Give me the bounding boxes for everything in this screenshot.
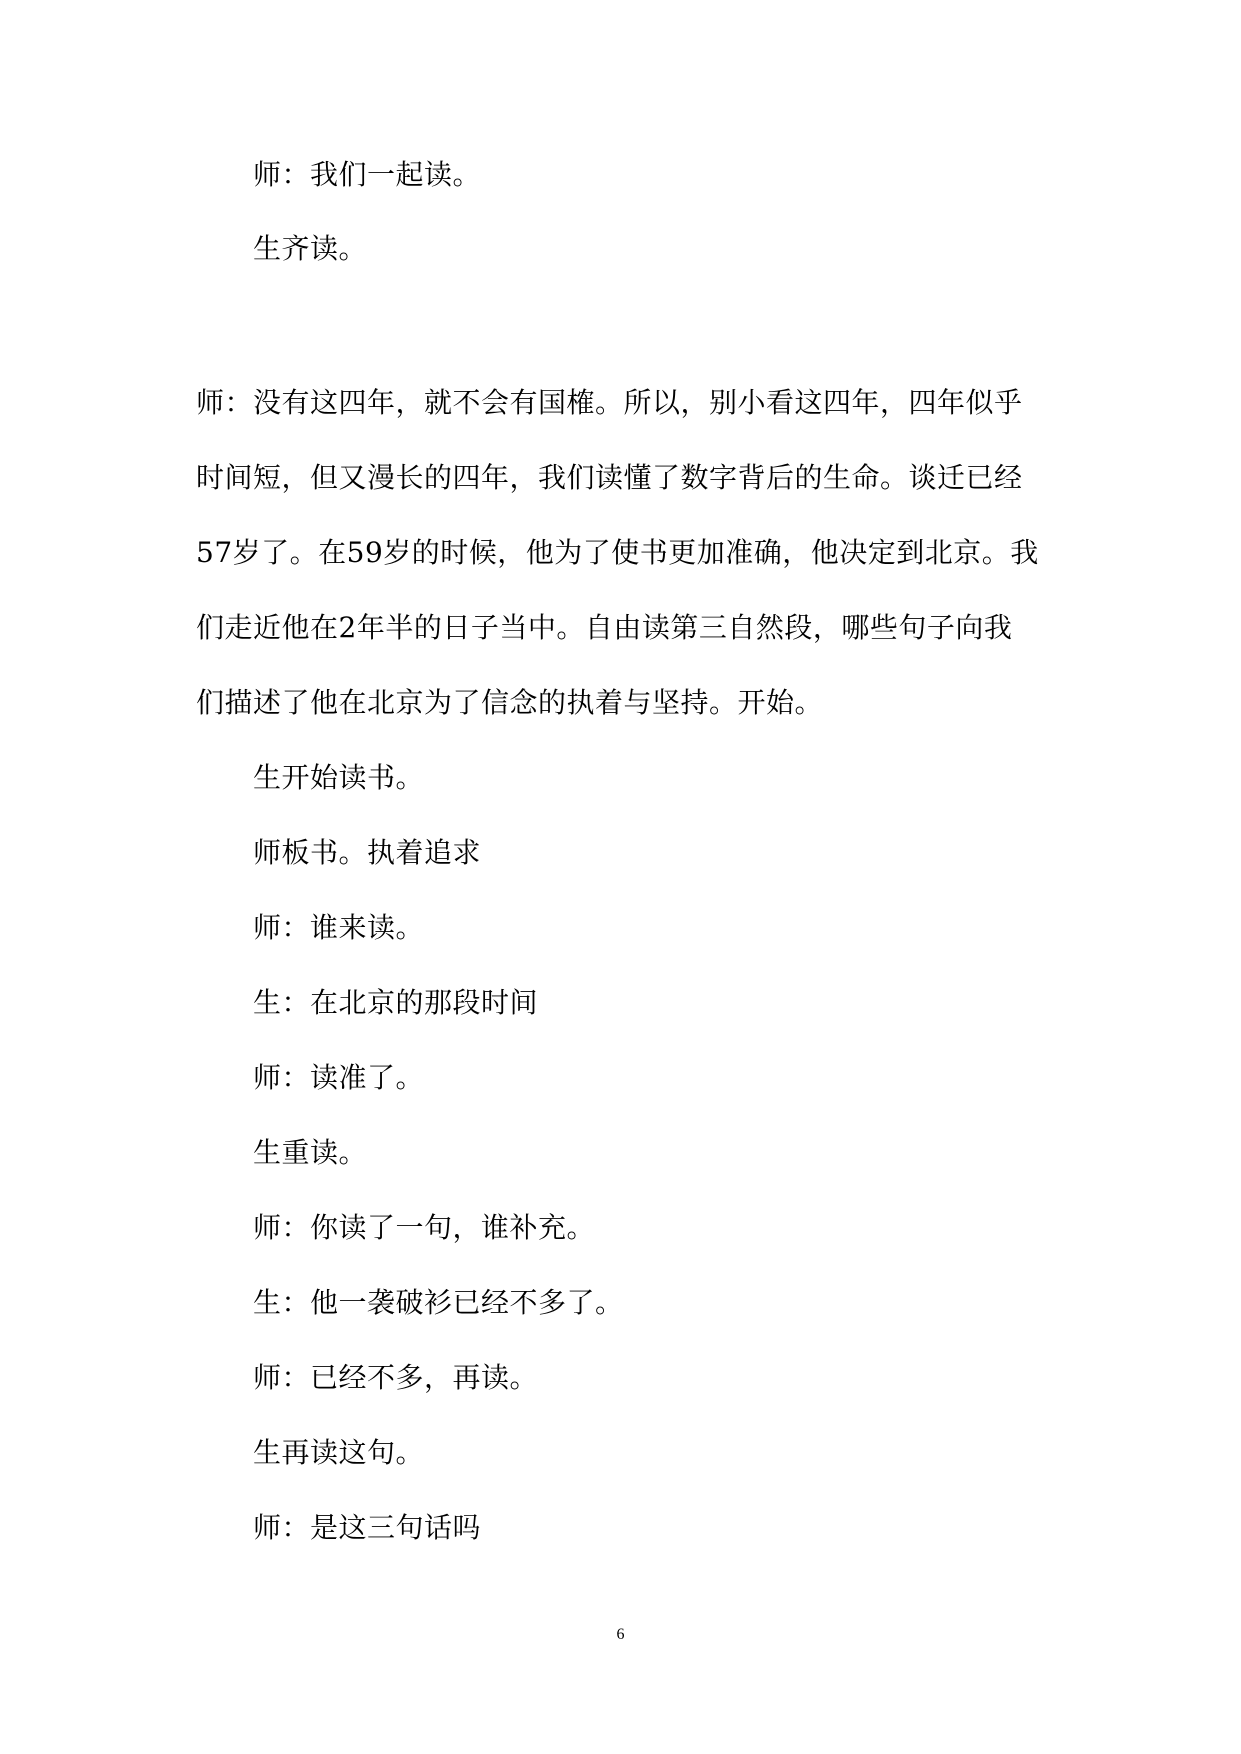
dialogue-line: 师：已经不多，再读。 (253, 1361, 539, 1394)
dialogue-line: 师：你读了一句，谁补充。 (253, 1211, 596, 1244)
dialogue-line: 生：在北京的那段时间 (253, 986, 539, 1019)
paragraph-line: 57岁了。在59岁的时候，他为了使书更加准确，他决定到北京。我 (196, 536, 1039, 569)
paragraph-line: 师：没有这四年，就不会有国榷。所以，别小看这四年，四年似乎 (196, 386, 1023, 419)
dialogue-line: 生再读这句。 (253, 1436, 425, 1469)
dialogue-line: 师：是这三句话吗 (253, 1511, 482, 1544)
dialogue-line: 生重读。 (253, 1136, 368, 1169)
dialogue-line: 生开始读书。 (253, 761, 425, 794)
dialogue-line: 师：我们一起读。 (253, 158, 482, 191)
dialogue-line: 生齐读。 (253, 232, 368, 265)
dialogue-line: 师板书。执着追求 (253, 836, 482, 869)
paragraph-line: 时间短，但又漫长的四年，我们读懂了数字背后的生命。谈迁已经 (196, 461, 1023, 494)
dialogue-line: 师：谁来读。 (253, 911, 425, 944)
page-number: 6 (616, 1626, 625, 1643)
paragraph-line: 们走近他在2年半的日子当中。自由读第三自然段，哪些句子向我 (196, 611, 1013, 644)
paragraph-line: 们描述了他在北京为了信念的执着与坚持。开始。 (196, 686, 824, 719)
dialogue-line: 师：读准了。 (253, 1061, 425, 1094)
dialogue-line: 生：他一袭破衫已经不多了。 (253, 1286, 624, 1319)
